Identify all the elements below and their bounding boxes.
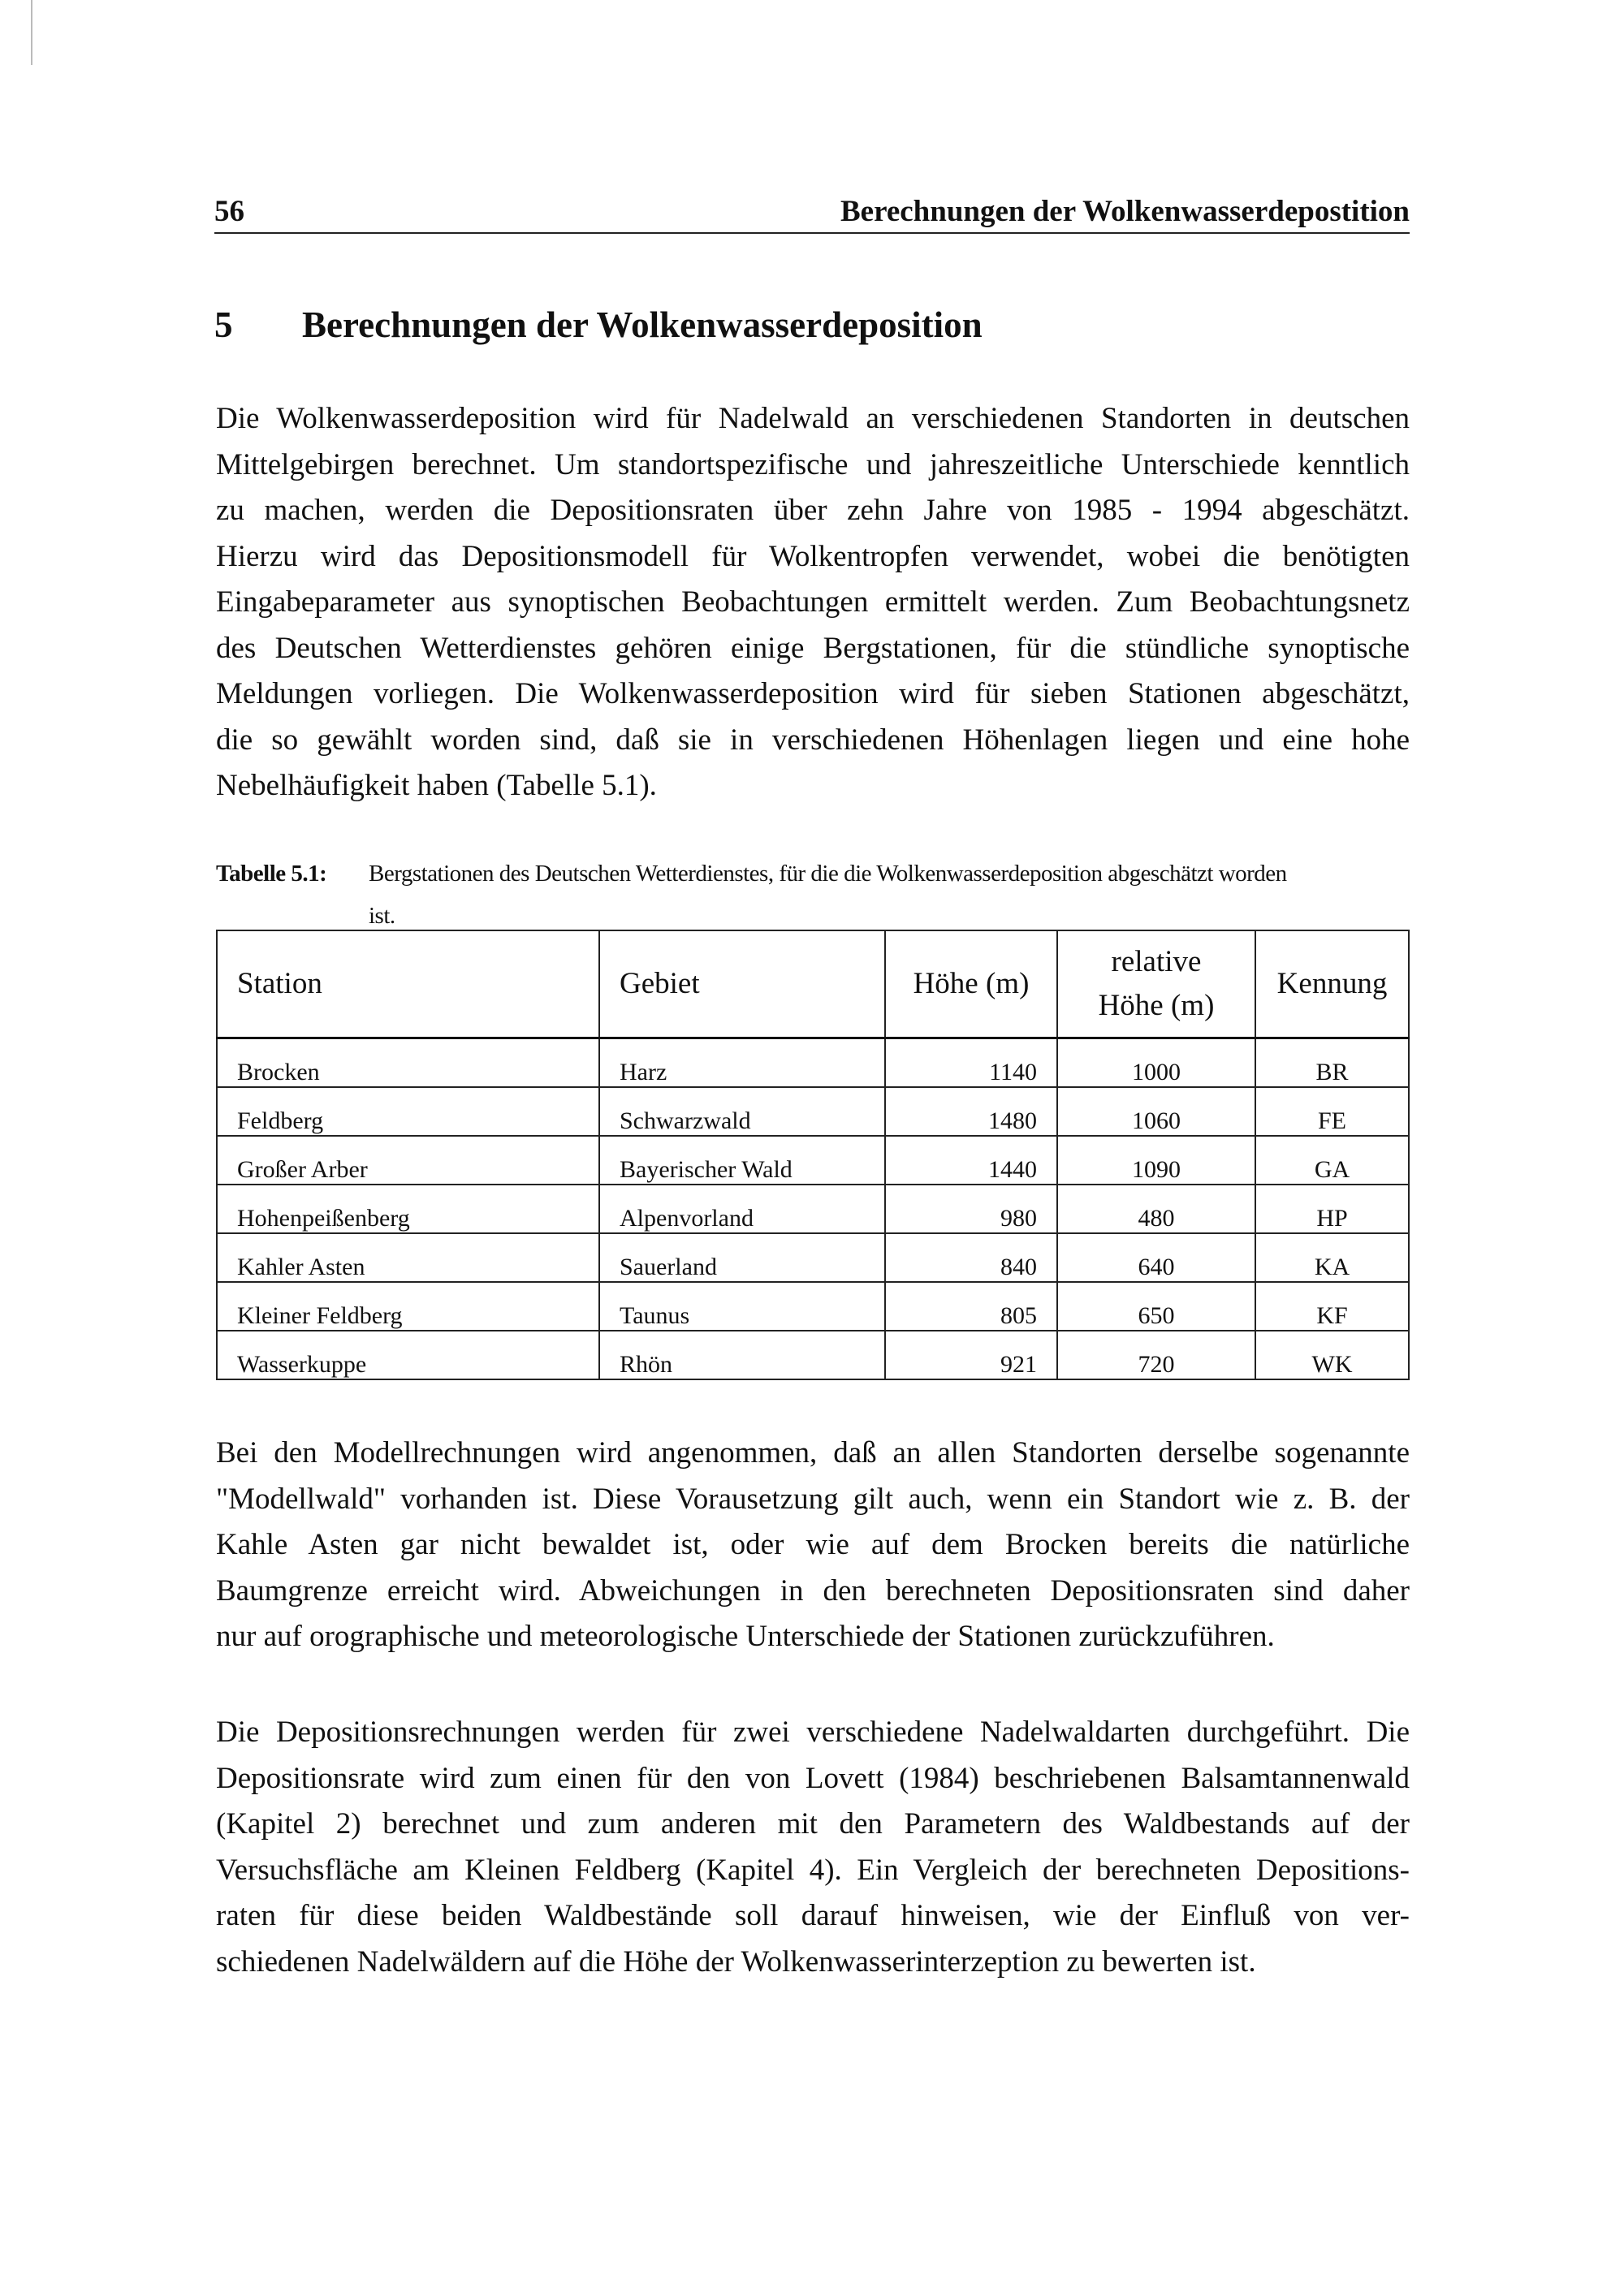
text-line: Mittelgebirgen berechnet. Um standortspezifische und jahreszeitliche Unterschiede kenntlich (216, 447, 1410, 481)
chapter-title: Berechnungen der Wolkenwasserdeposition (302, 304, 983, 345)
text-line: Depositionsrate wird zum einen für den von Lovett (1984) beschriebenen Balsamtannenwald (216, 1761, 1410, 1795)
table-header-row (217, 930, 1409, 1038)
paragraph-intro (216, 396, 1410, 809)
table-row (217, 1282, 1409, 1331)
cell-hoehe: 980 (885, 1185, 1057, 1233)
cell-station: Großer Arber (217, 1136, 599, 1185)
table-row (217, 1185, 1409, 1233)
table-row (217, 1233, 1409, 1282)
chapter-heading (214, 304, 983, 346)
caption-text: Bergstationen des Deutschen Wetterdienstes, für die die Wolkenwasserdeposition abgeschätzt worden (369, 861, 1287, 887)
text-line: Eingabeparameter aus synoptischen Beobachtungen ermittelt werden. Zum Beobachtungsnetz (216, 585, 1410, 619)
text-line: Bei den Modellrechnungen wird angenommen, daß an allen Standorten derselbe sogenannte (216, 1436, 1410, 1470)
col-header-gebiet: Gebiet (599, 930, 885, 1038)
table-row (217, 1331, 1409, 1379)
text-line: raten für diese beiden Waldbestände soll darauf hinweisen, wie der Einfluß von ver- (216, 1899, 1410, 1932)
cell-hoehe: 1140 (885, 1038, 1057, 1088)
cell-relative-hoehe: 640 (1057, 1233, 1255, 1282)
running-title: Berechnungen der Wolkenwasserdepostition (840, 195, 1410, 228)
cell-station: Hohenpeißenberg (217, 1185, 599, 1233)
cell-gebiet: Harz (599, 1038, 885, 1088)
cell-station: Kleiner Feldberg (217, 1282, 599, 1331)
cell-station: Brocken (217, 1038, 599, 1088)
cell-gebiet: Sauerland (599, 1233, 885, 1282)
cell-hoehe: 1440 (885, 1136, 1057, 1185)
cell-hoehe: 1480 (885, 1087, 1057, 1136)
table-caption (216, 852, 1410, 937)
cell-kennung: FE (1255, 1087, 1409, 1136)
text-line: Die Depositionsrechnungen werden für zwei verschiedene Nadelwaldarten durchgeführt. Die (216, 1716, 1410, 1749)
text-line: die so gewählt worden sind, daß sie in verschiedenen Höhenlagen liegen und eine hohe (216, 723, 1410, 757)
col-header-kennung: Kennung (1255, 930, 1409, 1038)
text-line: Hierzu wird das Depositionsmodell für Wolkentropfen verwendet, wobei die benötigten (216, 539, 1410, 573)
cell-gebiet: Bayerischer Wald (599, 1136, 885, 1185)
cell-kennung: WK (1255, 1331, 1409, 1379)
cell-relative-hoehe: 480 (1057, 1185, 1255, 1233)
text-line: des Deutschen Wetterdienstes gehören einige Bergstationen, für die stündliche synoptische (216, 631, 1410, 665)
cell-hoehe: 840 (885, 1233, 1057, 1282)
text-line: Nebelhäufigkeit haben (Tabelle 5.1). (216, 769, 657, 802)
caption-text-cont: ist. (369, 903, 395, 929)
cell-relative-hoehe: 1000 (1057, 1038, 1255, 1088)
cell-kennung: GA (1255, 1136, 1409, 1185)
text-line: zu machen, werden die Depositionsraten über zehn Jahre von 1985 - 1994 abgeschätzt. (216, 494, 1410, 527)
header-line: relative (1111, 945, 1202, 978)
text-line: Meldungen vorliegen. Die Wolkenwasserdeposition wird für sieben Stationen abgeschätzt, (216, 677, 1410, 710)
cell-relative-hoehe: 1060 (1057, 1087, 1255, 1136)
cell-relative-hoehe: 1090 (1057, 1136, 1255, 1185)
chapter-number: 5 (214, 304, 233, 345)
cell-gebiet: Rhön (599, 1331, 885, 1379)
scan-margin-mark (31, 0, 32, 65)
cell-kennung: BR (1255, 1038, 1409, 1088)
col-header-relative-hoehe (1057, 930, 1255, 1038)
cell-gebiet: Taunus (599, 1282, 885, 1331)
text-line: "Modellwald" vorhanden ist. Diese Vorausetzung gilt auch, wenn ein Standort wie z. B. der (216, 1482, 1410, 1516)
cell-kennung: HP (1255, 1185, 1409, 1233)
page-number: 56 (214, 195, 244, 228)
text-line: Die Wolkenwasserdeposition wird für Nadelwald an verschiedenen Standorten in deutschen (216, 402, 1410, 435)
cell-station: Feldberg (217, 1087, 599, 1136)
running-header (214, 192, 1410, 234)
cell-gebiet: Schwarzwald (599, 1087, 885, 1136)
col-header-station: Station (217, 930, 599, 1038)
cell-kennung: KA (1255, 1233, 1409, 1282)
text-line: Baumgrenze erreicht wird. Abweichungen in den berechneten Depositionsraten sind daher (216, 1573, 1410, 1608)
cell-station: Wasserkuppe (217, 1331, 599, 1379)
caption-label: Tabelle 5.1: (216, 861, 327, 887)
cell-station: Kahler Asten (217, 1233, 599, 1282)
text-line: Versuchsfläche am Kleinen Feldberg (Kapitel 4). Ein Vergleich der berechneten Depositions- (216, 1853, 1410, 1887)
table-row (217, 1038, 1409, 1088)
cell-relative-hoehe: 650 (1057, 1282, 1255, 1331)
table-row (217, 1136, 1409, 1185)
cell-hoehe: 805 (885, 1282, 1057, 1331)
text-line: nur auf orographische und meteorologische Unterschiede der Stationen zurückzuführen. (216, 1620, 1275, 1653)
header-line: Höhe (m) (1098, 989, 1215, 1022)
text-line: schiedenen Nadelwäldern auf die Höhe der Wolkenwasserinterzeption zu bewerten ist. (216, 1944, 1256, 1979)
cell-gebiet: Alpenvorland (599, 1185, 885, 1233)
cell-hoehe: 921 (885, 1331, 1057, 1379)
stations-table (216, 930, 1410, 1380)
table-row (217, 1087, 1409, 1136)
paragraph-forests (216, 1710, 1410, 1985)
paragraph-model (216, 1431, 1410, 1660)
text-line: Kahle Asten gar nicht bewaldet ist, oder wie auf dem Brocken bereits die natürliche (216, 1528, 1410, 1561)
cell-kennung: KF (1255, 1282, 1409, 1331)
text-line: (Kapitel 2) berechnet und zum anderen mit den Parametern des Waldbestands auf der (216, 1807, 1410, 1841)
col-header-hoehe: Höhe (m) (885, 930, 1057, 1038)
cell-relative-hoehe: 720 (1057, 1331, 1255, 1379)
